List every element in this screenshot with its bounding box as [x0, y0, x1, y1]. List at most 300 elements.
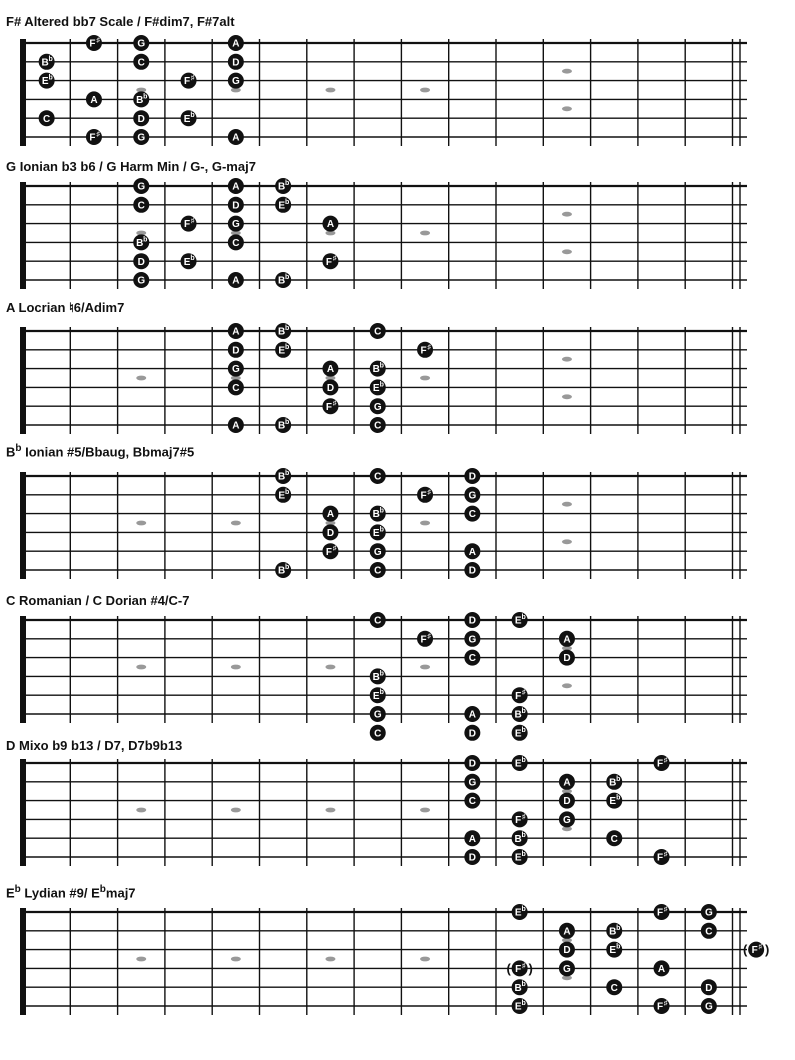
- note-label: F: [89, 132, 96, 144]
- note-accidental: b: [616, 775, 621, 783]
- note-label: B: [278, 275, 286, 287]
- note-label: G: [468, 490, 477, 502]
- note-marker: [228, 272, 244, 288]
- note-marker: [228, 73, 244, 89]
- note-marker: [512, 725, 528, 741]
- note-label: E: [183, 256, 191, 268]
- position-marker-dot: [325, 957, 335, 962]
- position-marker-dot: [231, 665, 241, 670]
- note-label: A: [90, 95, 98, 106]
- note-label: A: [563, 777, 571, 789]
- note-marker: [228, 361, 244, 377]
- position-marker-dot: [231, 808, 241, 813]
- note-label: E: [278, 200, 285, 212]
- nut: [20, 472, 26, 579]
- note-label: E: [609, 796, 617, 808]
- position-marker-dot: [136, 521, 146, 526]
- note-accidental: ♯: [758, 943, 762, 951]
- position-marker-dot: [325, 88, 335, 93]
- diagram-title: D Mixo b9 b13 / D7, D7b9b13: [6, 738, 183, 753]
- note-label: A: [232, 181, 240, 193]
- note-label: E: [609, 945, 617, 957]
- note-label: F: [751, 945, 758, 957]
- note-accidental: b: [48, 55, 53, 63]
- note-marker: [464, 650, 480, 666]
- note-label: C: [374, 565, 382, 577]
- note-marker: [181, 110, 197, 126]
- position-marker-dot: [420, 808, 430, 813]
- position-marker-dot: [136, 808, 146, 813]
- paren-left: (: [742, 942, 748, 958]
- note-accidental: b: [143, 236, 148, 244]
- note-marker: [370, 543, 386, 559]
- note-accidental: ♯: [663, 906, 668, 913]
- note-marker: [606, 830, 622, 846]
- note-label: C: [137, 200, 145, 212]
- note-marker: [464, 506, 480, 522]
- title-prefix-flat: b: [14, 884, 21, 895]
- note-marker: [133, 234, 149, 250]
- note-marker: [417, 631, 433, 647]
- note-label: F: [656, 1001, 664, 1013]
- note-marker: [322, 398, 338, 414]
- note-label: F: [656, 907, 664, 919]
- note-label: B: [372, 364, 380, 376]
- note-accidental: b: [521, 1000, 526, 1007]
- note-label: C: [374, 420, 382, 432]
- note-marker: [39, 73, 55, 89]
- note-marker: [370, 468, 386, 484]
- note-accidental: ♯: [427, 632, 431, 640]
- paren-left: (: [506, 960, 511, 976]
- note-label: A: [232, 420, 240, 432]
- note-marker: [559, 793, 575, 809]
- note-label: F: [89, 38, 96, 50]
- diagram-title: [6, 443, 194, 459]
- position-marker-dot: [420, 957, 430, 962]
- note-label: C: [232, 383, 240, 394]
- note-label: G: [468, 634, 477, 646]
- note-label: C: [610, 982, 618, 994]
- diagram-title: G Ionian b3 b6 / G Harm Min / G-, G-maj7: [6, 159, 256, 174]
- note-marker: [228, 216, 244, 232]
- title-main: Lydian #9/: [24, 885, 92, 901]
- note-label: E: [514, 1001, 522, 1013]
- note-label: C: [374, 615, 382, 627]
- title-prefix-flat: b: [15, 443, 22, 454]
- note-label: D: [232, 345, 240, 357]
- note-marker: [370, 612, 386, 628]
- position-marker-dot: [325, 665, 335, 670]
- note-marker: [464, 543, 480, 559]
- note-marker: [133, 272, 149, 288]
- note-marker: [559, 960, 575, 976]
- note-marker: [322, 361, 338, 377]
- note-marker: [559, 923, 575, 939]
- note-marker: [275, 272, 291, 288]
- note-label: E: [514, 758, 522, 770]
- note-marker: [228, 323, 244, 339]
- note-marker: [322, 543, 338, 559]
- note-marker: [181, 73, 197, 89]
- position-marker-dot: [562, 106, 572, 111]
- note-label: A: [326, 219, 335, 231]
- note-marker: [701, 904, 717, 920]
- note-label: D: [563, 653, 571, 665]
- note-marker: [181, 253, 197, 269]
- note-label: B: [609, 777, 617, 789]
- note-marker: [133, 178, 149, 194]
- note-marker: [228, 234, 244, 250]
- note-label: D: [468, 565, 476, 577]
- position-marker-dot: [562, 212, 572, 217]
- note-label: B: [514, 833, 522, 845]
- note-accidental: b: [285, 419, 290, 426]
- note-marker: [654, 904, 670, 920]
- title-suffix-rest: maj7: [105, 885, 136, 901]
- note-label: A: [232, 38, 240, 50]
- diagram-title: C Romanian / C Dorian #4/C-7: [6, 593, 190, 608]
- note-marker: [228, 178, 244, 194]
- position-marker-dot: [420, 231, 430, 236]
- position-marker-dot: [562, 69, 572, 74]
- note-accidental: ♯: [521, 689, 526, 697]
- note-label: A: [232, 132, 240, 144]
- note-marker: [322, 216, 338, 232]
- position-marker-dot: [420, 665, 430, 670]
- note-accidental: b: [379, 526, 384, 534]
- nut: [20, 908, 26, 1015]
- note-label: D: [326, 528, 335, 539]
- note-marker: [512, 904, 528, 920]
- note-label: B: [136, 95, 144, 106]
- position-marker-dot: [325, 808, 335, 813]
- note-marker: [370, 506, 386, 522]
- note-label: B: [278, 420, 286, 432]
- note-accidental: b: [285, 325, 290, 332]
- note-marker: [133, 110, 149, 126]
- note-accidental: b: [379, 689, 384, 697]
- note-marker: [464, 631, 480, 647]
- note-marker: [606, 923, 622, 939]
- fretboard: [0, 900, 795, 1060]
- note-label: F: [420, 345, 427, 357]
- note-accidental: b: [285, 343, 290, 351]
- note-label: B: [278, 471, 286, 483]
- position-marker-dot: [136, 665, 146, 670]
- note-marker: [464, 612, 480, 628]
- note-accidental: ♯: [96, 131, 100, 138]
- note-marker: [512, 830, 528, 846]
- note-label: A: [232, 275, 240, 287]
- note-marker: [275, 468, 291, 484]
- note-marker: [606, 793, 622, 809]
- note-label: A: [468, 833, 476, 845]
- note-accidental: ♯: [521, 962, 526, 970]
- note-label: C: [610, 833, 618, 845]
- note-accidental: ♯: [96, 37, 100, 44]
- note-label: D: [232, 200, 240, 212]
- note-label: A: [326, 509, 335, 521]
- note-label: C: [374, 326, 382, 338]
- note-marker: [228, 342, 244, 358]
- note-label: G: [373, 546, 382, 558]
- diagram-title: A Locrian ♮6/Adim7: [6, 300, 125, 315]
- note-marker: [559, 774, 575, 790]
- note-marker: [464, 755, 480, 771]
- note-label: C: [43, 113, 51, 125]
- note-label: E: [514, 728, 522, 740]
- note-marker: [181, 216, 197, 232]
- note-label: F: [183, 76, 191, 88]
- note-label: D: [468, 615, 476, 627]
- note-accidental: b: [379, 507, 384, 515]
- note-marker: [464, 793, 480, 809]
- note-label: G: [704, 907, 713, 919]
- note-label: B: [41, 57, 49, 69]
- note-label: B: [278, 326, 286, 338]
- note-label: B: [514, 709, 522, 721]
- note-marker: [228, 197, 244, 213]
- note-marker: [506, 960, 532, 976]
- note-label: B: [136, 238, 144, 249]
- note-marker: [133, 54, 149, 70]
- note-marker: [606, 979, 622, 995]
- note-label: A: [657, 964, 666, 975]
- note-marker: [133, 253, 149, 269]
- note-accidental: b: [521, 757, 526, 764]
- note-label: E: [372, 690, 380, 702]
- position-marker-dot: [231, 521, 241, 526]
- note-accidental: b: [379, 670, 384, 678]
- note-marker: [559, 811, 575, 827]
- note-marker: [512, 849, 528, 865]
- note-label: G: [137, 275, 146, 287]
- note-label: B: [372, 509, 380, 521]
- note-label: F: [183, 219, 191, 231]
- note-label: G: [563, 815, 571, 826]
- note-label: E: [514, 907, 522, 919]
- note-marker: [275, 323, 291, 339]
- position-marker-dot: [420, 376, 430, 381]
- note-accidental: ♯: [427, 343, 431, 351]
- nut: [20, 616, 26, 723]
- note-label: A: [326, 364, 335, 376]
- position-marker-dot: [562, 357, 572, 362]
- note-label: D: [137, 113, 145, 125]
- note-label: D: [232, 57, 240, 69]
- title-suffix-flat: b: [99, 884, 106, 895]
- note-label: F: [325, 401, 333, 413]
- note-marker: [370, 398, 386, 414]
- note-marker: [228, 129, 244, 145]
- note-label: A: [563, 634, 571, 646]
- note-label: F: [656, 758, 664, 770]
- note-marker: [39, 110, 55, 126]
- note-label: B: [514, 982, 522, 994]
- note-marker: [275, 178, 291, 194]
- diagram-title: F# Altered bb7 Scale / F#dim7, F#7alt: [6, 14, 235, 29]
- note-label: G: [373, 401, 382, 413]
- note-label: F: [656, 852, 664, 864]
- note-marker: [86, 35, 102, 51]
- note-label: A: [563, 926, 571, 938]
- note-marker: [417, 487, 433, 503]
- note-marker: [654, 998, 670, 1014]
- note-label: C: [137, 57, 145, 69]
- note-marker: [464, 725, 480, 741]
- note-marker: [228, 54, 244, 70]
- position-marker-dot: [562, 539, 572, 544]
- note-marker: [512, 755, 528, 771]
- note-label: C: [705, 926, 713, 938]
- note-accidental: b: [521, 851, 526, 858]
- note-label: C: [468, 509, 476, 521]
- note-accidental: ♯: [663, 757, 668, 764]
- note-label: D: [468, 471, 476, 483]
- note-label: G: [137, 132, 146, 144]
- note-marker: [606, 942, 622, 958]
- title-suffix: E: [91, 885, 100, 901]
- diagram-title: [6, 884, 136, 900]
- note-marker: [743, 942, 769, 958]
- note-label: E: [514, 615, 522, 627]
- note-accidental: b: [48, 74, 53, 82]
- note-accidental: b: [521, 614, 526, 621]
- paren-right: ): [764, 942, 770, 958]
- note-label: E: [514, 852, 522, 864]
- note-accidental: b: [379, 362, 384, 370]
- note-marker: [370, 417, 386, 433]
- note-marker: [512, 998, 528, 1014]
- note-label: G: [704, 1001, 713, 1013]
- note-accidental: ♯: [332, 255, 337, 263]
- note-accidental: b: [616, 924, 621, 932]
- note-marker: [86, 91, 102, 107]
- note-label: D: [468, 728, 476, 740]
- note-accidental: b: [616, 794, 621, 802]
- note-label: B: [278, 565, 286, 577]
- note-marker: [275, 197, 291, 213]
- note-label: F: [515, 815, 522, 826]
- note-marker: [133, 35, 149, 51]
- note-marker: [464, 468, 480, 484]
- note-accidental: b: [521, 832, 526, 840]
- note-accidental: b: [521, 708, 526, 715]
- note-marker: [322, 506, 338, 522]
- note-marker: [370, 725, 386, 741]
- note-marker: [86, 129, 102, 145]
- nut: [20, 759, 26, 866]
- note-marker: [370, 379, 386, 395]
- note-marker: [464, 830, 480, 846]
- note-accidental: b: [190, 255, 195, 263]
- position-marker-dot: [231, 957, 241, 962]
- position-marker-dot: [420, 88, 430, 93]
- note-marker: [370, 361, 386, 377]
- title-prefix: B: [6, 444, 16, 460]
- note-label: D: [326, 383, 335, 394]
- note-accidental: ♯: [332, 545, 337, 553]
- note-label: G: [231, 219, 240, 231]
- note-label: C: [374, 728, 382, 740]
- note-label: C: [468, 796, 476, 808]
- note-marker: [654, 849, 670, 865]
- note-marker: [322, 379, 338, 395]
- note-accidental: b: [285, 274, 290, 281]
- note-marker: [417, 342, 433, 358]
- note-label: B: [372, 672, 380, 683]
- note-label: D: [563, 945, 571, 957]
- title-main: Ionian #5/Bbaug, Bbmaj7#5: [25, 444, 195, 460]
- position-marker-dot: [562, 249, 572, 254]
- note-marker: [133, 129, 149, 145]
- note-label: G: [373, 709, 382, 721]
- note-label: C: [374, 471, 382, 483]
- note-label: E: [41, 76, 49, 88]
- note-accidental: b: [285, 180, 290, 187]
- note-marker: [464, 774, 480, 790]
- note-marker: [559, 631, 575, 647]
- note-marker: [701, 923, 717, 939]
- position-marker-dot: [420, 521, 430, 526]
- note-label: D: [468, 758, 476, 770]
- note-accidental: b: [285, 198, 290, 206]
- paren-right: ): [528, 960, 533, 976]
- note-label: B: [609, 926, 617, 938]
- note-label: E: [372, 528, 380, 539]
- note-marker: [512, 687, 528, 703]
- note-label: D: [705, 982, 713, 994]
- note-label: F: [515, 964, 522, 975]
- note-label: G: [468, 777, 477, 789]
- note-label: A: [468, 709, 476, 721]
- note-label: A: [232, 326, 240, 338]
- note-label: D: [563, 796, 571, 808]
- note-accidental: b: [521, 906, 526, 913]
- position-marker-dot: [136, 376, 146, 381]
- note-label: E: [183, 113, 191, 125]
- note-marker: [275, 342, 291, 358]
- note-accidental: b: [521, 726, 526, 734]
- note-marker: [559, 650, 575, 666]
- position-marker-dot: [562, 394, 572, 399]
- note-label: C: [468, 653, 476, 665]
- position-marker-dot: [136, 957, 146, 962]
- note-label: A: [468, 546, 476, 558]
- note-marker: [133, 91, 149, 107]
- note-marker: [370, 668, 386, 684]
- note-label: G: [231, 364, 240, 376]
- note-accidental: b: [521, 981, 526, 989]
- note-label: E: [372, 383, 380, 394]
- note-marker: [322, 253, 338, 269]
- note-marker: [512, 811, 528, 827]
- note-label: F: [420, 490, 427, 502]
- note-marker: [322, 524, 338, 540]
- note-accidental: ♯: [427, 488, 431, 496]
- note-marker: [512, 612, 528, 628]
- note-marker: [464, 849, 480, 865]
- note-label: E: [278, 490, 285, 502]
- note-label: F: [515, 690, 522, 702]
- note-accidental: b: [379, 381, 384, 389]
- note-marker: [228, 35, 244, 51]
- note-label: F: [420, 634, 427, 646]
- note-accidental: b: [616, 943, 621, 951]
- note-marker: [370, 323, 386, 339]
- note-accidental: ♯: [332, 400, 337, 408]
